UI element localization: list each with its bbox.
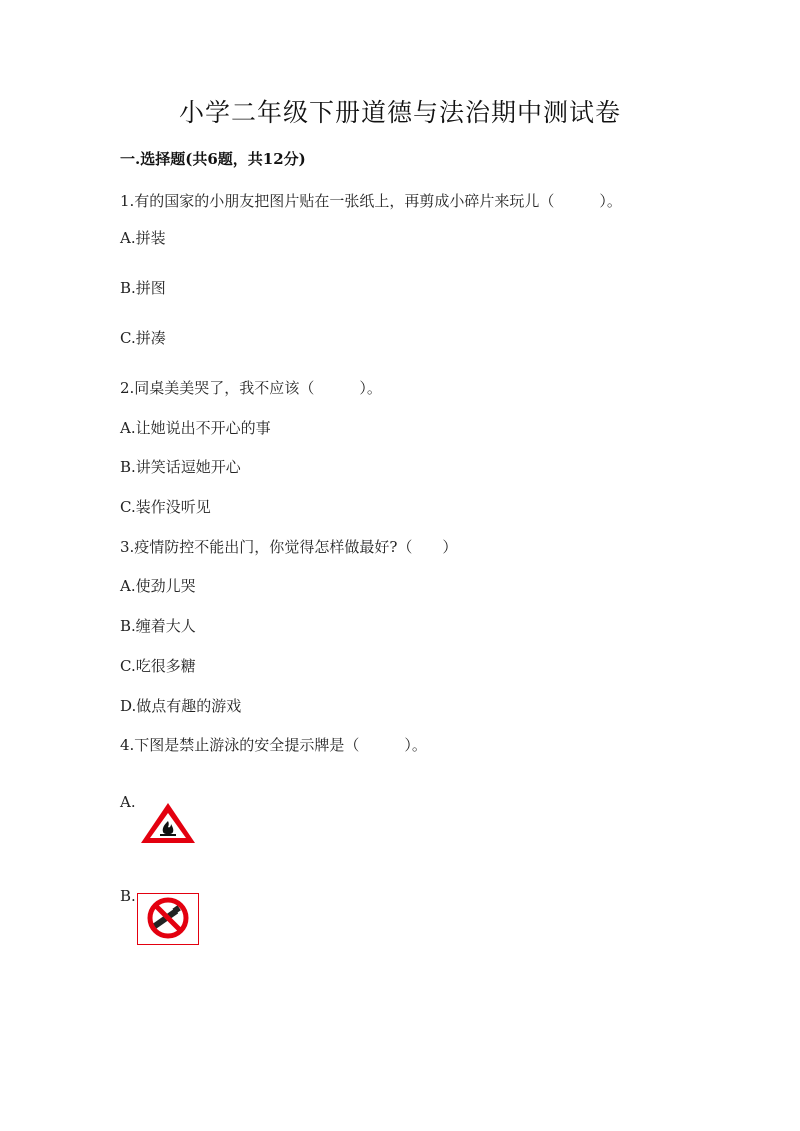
question-3-option-c[interactable]: C.吃很多糖 (120, 657, 196, 675)
question-4-option-a[interactable]: A. (120, 793, 136, 811)
question-2-stem: 2.同桌美美哭了，我不应该（ ）。 (120, 379, 382, 397)
no-smoking-sign-icon[interactable] (137, 893, 199, 945)
question-3-option-b[interactable]: B.缠着大人 (120, 617, 196, 635)
question-1-option-b[interactable]: B.拼图 (120, 279, 166, 297)
question-1-option-a[interactable]: A.拼装 (120, 229, 166, 247)
question-3-option-d[interactable]: D.做点有趣的游戏 (120, 697, 242, 715)
page-title: 小学二年级下册道德与法治期中测试卷 (178, 98, 621, 127)
question-4-stem: 4.下图是禁止游泳的安全提示牌是（ ）。 (120, 736, 427, 754)
question-2-option-a[interactable]: A.让她说出不开心的事 (120, 419, 271, 437)
question-1-option-c[interactable]: C.拼凑 (120, 329, 166, 347)
question-2-option-c[interactable]: C.装作没听见 (120, 498, 211, 516)
question-3-stem: 3.疫情防控不能出门，你觉得怎样做最好?（ ） (120, 538, 458, 556)
flammable-warning-triangle-icon[interactable] (138, 800, 198, 846)
section-heading: 一.选择题(共6题，共12分) (120, 150, 306, 168)
question-1-stem: 1.有的国家的小朋友把图片贴在一张纸上，再剪成小碎片来玩儿（ ）。 (120, 192, 622, 210)
question-2-option-b[interactable]: B.讲笑话逗她开心 (120, 458, 241, 476)
question-3-option-a[interactable]: A.使劲儿哭 (120, 577, 196, 595)
question-4-option-b[interactable]: B. (120, 887, 136, 905)
